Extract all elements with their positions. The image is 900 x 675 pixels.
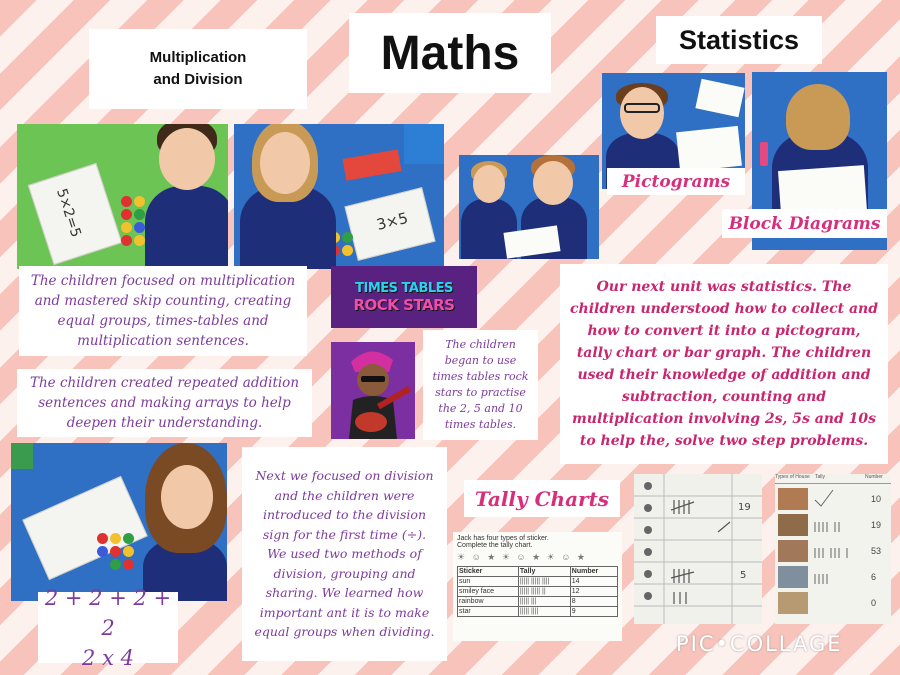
column-header: Sticker — [458, 567, 519, 577]
page-title: Maths — [380, 26, 520, 80]
ttrs-logo-line2: ROCK STARS — [353, 295, 455, 314]
whiteboard-text: 3×5 — [374, 208, 410, 234]
ttrs-logo-line1: TIMES TABLES — [355, 280, 453, 296]
photo-girl-arrays — [11, 443, 227, 601]
sticker-icons: ☀ ☺ ★ ☀ ☺ ★ ☀ ☺ ★ — [457, 552, 587, 562]
multiplication-title: Multiplication and Division — [149, 49, 247, 88]
table-row: smiley face ||||| ||||| || 12 — [458, 587, 618, 597]
house-sheet-header: Types of House Tally Number — [775, 474, 891, 484]
repeated-addition-card — [17, 369, 312, 437]
pictograms-label-card — [607, 168, 745, 195]
tally-sheet — [634, 474, 762, 624]
tally-number: 5 — [740, 570, 747, 581]
table-row: sun ||||| ||||| |||| 14 — [458, 577, 618, 587]
times-tables-card — [423, 330, 538, 440]
sticker-tally-worksheet — [453, 532, 622, 641]
house-number: 19 — [871, 520, 882, 530]
worksheet-instruction: Complete the tally chart. — [457, 542, 533, 549]
house-number: 53 — [871, 546, 882, 556]
pic-collage-watermark: PIC•COLLAGE — [676, 632, 843, 656]
tally-charts-label: Tally Charts — [474, 486, 610, 511]
house-number: 10 — [871, 494, 882, 504]
house-number: 6 — [871, 572, 877, 582]
equation-card — [38, 585, 178, 670]
equation-line-2: 2 x 4 — [82, 645, 134, 670]
repeated-addition-text: The children created repeated addition sentences and making arrays to help deepen their understanding. — [29, 375, 300, 431]
house-number: 0 — [871, 598, 877, 608]
column-header: Number — [570, 567, 617, 577]
worksheet-heading: Jack has four types of sticker. — [457, 535, 549, 542]
tally-number: 19 — [738, 502, 751, 513]
statistics-title: Statistics — [678, 24, 800, 55]
pictograms-label: Pictograms — [621, 171, 731, 192]
ttrs-logo — [331, 266, 477, 328]
times-tables-text: The children began to use times tables rock stars to practise the 2, 5 and 10 times tables. — [432, 338, 529, 431]
equation-line-1: 2 + 2 + 2 + 2 — [44, 585, 172, 640]
multiplication-focus-text: The children focused on multiplication and mastered skip counting, creating equal groups, times-tables and multiplication sentences. — [30, 273, 296, 349]
column-header: Tally — [518, 567, 570, 577]
division-text: Next we focused on division and the children were introduced to the division sign for the first time (÷). We used two methods of division, grouping and sharing. We learned how important ant it is to make equal groups when dividing. — [254, 468, 435, 640]
photo-boy-whiteboard — [17, 124, 228, 269]
whiteboard-text: 5×2=5 — [53, 186, 84, 240]
statistics-title-card — [656, 16, 822, 64]
block-diagrams-label: Block Diagrams — [728, 213, 881, 234]
multiplication-title-card — [89, 29, 307, 109]
tally-charts-label-card — [464, 480, 620, 517]
house-tally-sheet — [775, 474, 891, 624]
table-row: rainbow ||||| ||| 8 — [458, 597, 618, 607]
division-card — [242, 447, 447, 661]
rock-star-avatar — [331, 342, 415, 439]
multiplication-focus-card — [19, 266, 307, 356]
worksheet-table — [457, 566, 618, 617]
block-diagrams-label-card — [722, 209, 887, 238]
photo-girl-whiteboard — [234, 124, 444, 269]
maths-title-card — [349, 13, 551, 93]
table-row: star ||||| |||| 9 — [458, 607, 618, 617]
statistics-text-card — [560, 264, 888, 464]
photo-two-boys — [459, 155, 599, 259]
whiteboard — [28, 163, 122, 265]
statistics-text: Our next unit was statistics. The children understood how to collect and how to convert it into a pictogram, tally chart or bar graph. The children used their knowledge of addition and subtraction, counting and multiplication involving 2s, 5s and 10s to help the, solve two step problems. — [570, 279, 879, 449]
whiteboard — [344, 187, 435, 261]
